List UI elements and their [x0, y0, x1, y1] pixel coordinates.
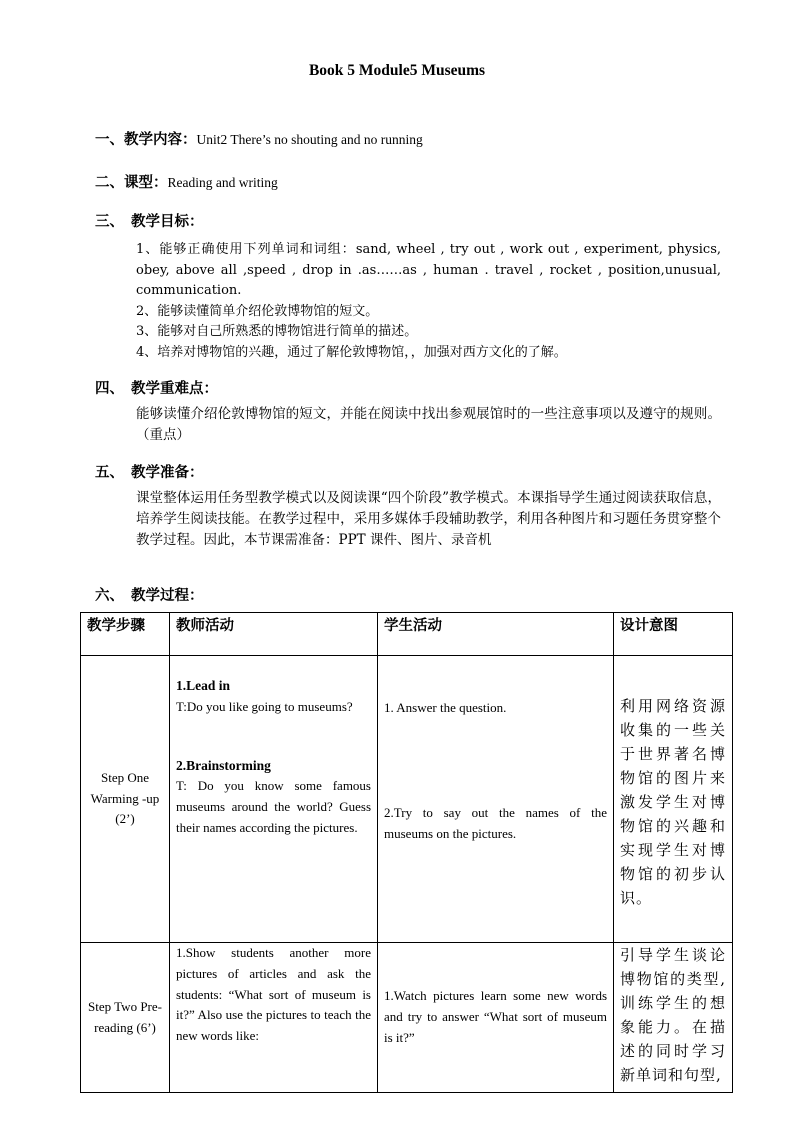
objective-item: 3、能够对自己所熟悉的博物馆进行简单的描述。	[136, 324, 418, 339]
section-number: 五、	[95, 464, 124, 481]
student-activity-text: 2.Try to say out the names of the museums on the pictures.	[384, 804, 607, 841]
section-label: 教学目标：	[131, 213, 204, 230]
student-activity-text: 1. Answer the question.	[384, 700, 507, 715]
activity-text: 1.Show students another more pictures of articles and ask the students: “What sort of museum is it?” Also use the pictures to teach the new words like:	[176, 945, 371, 1044]
header-label: 学生活动	[384, 617, 442, 634]
objective-item: 1、能够正确使用下列单词和词组：sand, wheel , try out , work out , experiment, physics, obey, above all ,speed , drop in .as……as , human . travel , rocket , position,unusual, communication.	[136, 242, 721, 298]
table-row	[81, 656, 733, 943]
student-activity-text: 1.Watch pictures learn some new words and try to answer “What sort of museum is it?”	[384, 988, 607, 1045]
activity-text: T: Do you know some famous museums around the world? Guess their names according the pictures.	[176, 778, 371, 835]
activity-heading: 1.Lead in	[176, 678, 231, 693]
section-objectives-heading	[95, 210, 204, 231]
table-row	[81, 943, 733, 1093]
objective-item: 2、能够读懂简单介绍伦敦博物馆的短文。	[136, 303, 379, 319]
header-teacher	[170, 613, 378, 656]
section-label: 教学过程：	[131, 587, 204, 604]
activity-text: T:Do you like going to museums?	[176, 698, 353, 714]
section-process-heading	[95, 584, 204, 605]
step-label: Step One Warming -up (2’)	[90, 769, 160, 827]
section-number: 三、	[95, 213, 124, 230]
teaching-process-table	[80, 612, 733, 1093]
section-number: 六、	[95, 587, 124, 604]
step-label: Step Two Pre-reading (6’)	[88, 998, 162, 1035]
step-cell	[81, 943, 170, 1093]
section-content-label: 一、教学内容：	[95, 131, 197, 148]
document-title: Book 5 Module5 Museums	[308, 62, 486, 79]
objective-item: 4、培养对博物馆的兴趣，通过了解伦敦博物馆，，加强对西方文化的了解。	[136, 344, 567, 360]
header-step	[81, 613, 170, 656]
section-content	[95, 128, 423, 149]
section-type-value: Reading and writing	[167, 175, 278, 190]
design-text: 引导学生谈论博物馆的类型,训练学生的想象能力。在描述的同时学习新单词和句型,	[620, 946, 726, 1084]
header-student	[378, 613, 614, 656]
teacher-cell	[170, 656, 378, 943]
design-cell	[614, 943, 733, 1093]
section-number: 四、	[95, 380, 124, 397]
header-label: 设计意图	[620, 617, 678, 634]
section-type	[95, 171, 278, 192]
section-label: 教学准备：	[131, 464, 204, 481]
section-key-points-heading	[95, 377, 218, 398]
teacher-cell	[170, 943, 378, 1093]
design-cell	[614, 656, 733, 943]
header-label: 教学步骤	[87, 617, 145, 634]
header-design	[614, 613, 733, 656]
objective-list	[136, 240, 721, 363]
step-cell	[81, 656, 170, 943]
key-points-text: 能够读懂介绍伦敦博物馆的短文，并能在阅读中找出参观展馆时的一些注意事项以及遵守的规则。（重点）	[136, 406, 721, 443]
section-type-label: 二、课型：	[95, 174, 168, 191]
section-label: 教学重难点：	[131, 380, 218, 397]
header-label: 教师活动	[176, 617, 234, 634]
student-cell	[378, 943, 614, 1093]
activity-heading: 2.Brainstorming	[176, 757, 271, 773]
design-text: 利用网络资源收集的一些关于世界著名博物馆的图片来激发学生对博物馆的兴趣和实现学生对博物馆的初步认识。	[620, 697, 726, 907]
table-header-row	[81, 613, 733, 656]
section-content-value: Unit2 There’s no shouting and no running	[196, 132, 423, 147]
section-preparation-heading	[95, 461, 204, 482]
preparation-text: 课堂整体运用任务型教学模式以及阅读课“四个阶段”教学模式。本课指导学生通过阅读获取信息，培养学生阅读技能。在教学过程中，采用多媒体手段辅助教学，利用各种图片和习题任务贯穿整个教学过程。因此，本节课需准备：PPT 课件、图片、录音机	[136, 490, 721, 548]
student-cell	[378, 656, 614, 943]
